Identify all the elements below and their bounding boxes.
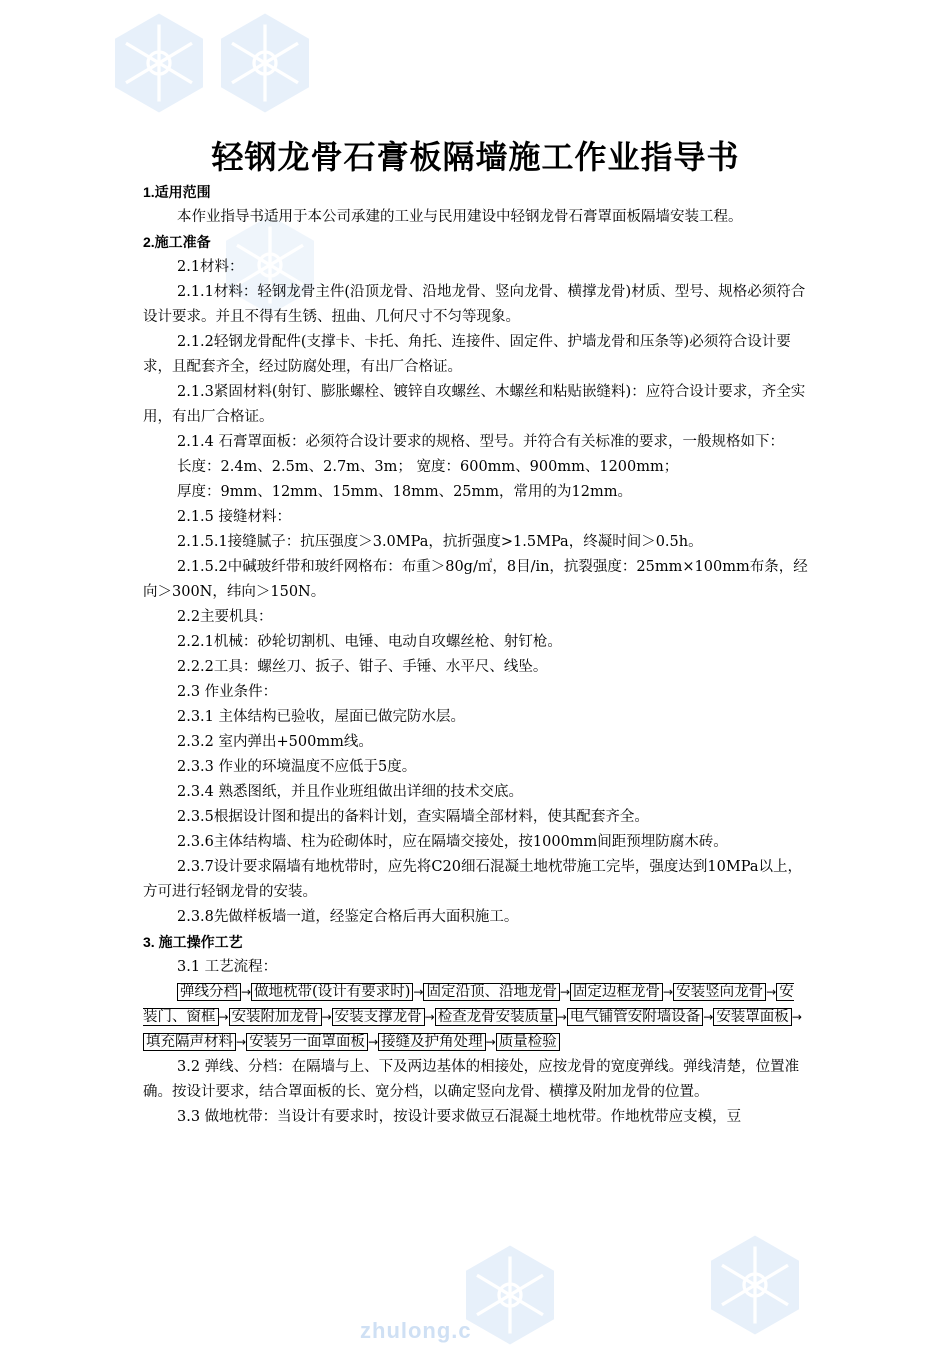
arrow-right-icon: →: [766, 985, 777, 999]
flow-step: 安装支撑龙骨: [332, 1008, 425, 1026]
flow-step: 弹线分档: [177, 983, 241, 1001]
document-line: 2.3.1 主体结构已验收，屋面已做完防水层。: [177, 709, 466, 725]
document-line: 2.1.3紧固材料(射钉、膨胀螺栓、镀锌自攻螺丝、木螺丝和粘贴嵌缝料)：应符合设计要求，齐全实用，有出厂合格证。: [143, 384, 806, 425]
flow-step: 安装另一面罩面板: [246, 1033, 368, 1051]
scope-paragraph: 本作业指导书适用于本公司承建的工业与民用建设中轻钢龙骨石膏罩面板隔墙安装工程。: [177, 209, 743, 225]
arrow-right-icon: →: [559, 985, 571, 999]
process-list: [143, 1055, 808, 1130]
flow-step: 填充隔声材料: [143, 1033, 236, 1051]
document-title: 轻钢龙骨石膏板隔墙施工作业指导书: [211, 139, 740, 175]
section-heading-scope: 1.适用范围: [143, 184, 211, 200]
document-line: 2.2主要机具：: [177, 609, 273, 625]
flow-step: 安装门、窗框: [143, 984, 794, 1025]
document-line: 2.3.5根据设计图和提出的备料计划，查实隔墙全部材料，使其配套齐全。: [177, 809, 649, 825]
document-line: 2.1.2轻钢龙骨配件(支撑卡、卡托、角托、连接件、固定件、护墙龙骨和压条等)必须符合设计要求，且配套齐全，经过防腐处理，有出厂合格证。: [143, 334, 791, 375]
document-line: 2.3.7设计要求隔墙有地枕带时，应先将C20细石混凝土地枕带施工完毕，强度达到10MPa以上，方可进行轻钢龙骨的安装。: [143, 859, 802, 900]
document-line: 2.1材料：: [177, 259, 244, 275]
flow-step: 质量检验: [496, 1033, 560, 1051]
flow-step: 做地枕带(设计有要求时): [251, 983, 413, 1001]
preparation-list: [143, 255, 808, 930]
arrow-right-icon: →: [791, 1010, 802, 1024]
section-heading-preparation: 2.施工准备: [143, 234, 211, 250]
document-line: 2.3.8先做样板墙一道，经鉴定合格后再大面积施工。: [177, 909, 519, 925]
document-line: 2.2.2工具：螺丝刀、扳子、钳子、手锤、水平尺、线坠。: [177, 659, 548, 675]
arrow-right-icon: →: [424, 1010, 435, 1024]
flow-step: 接缝及护角处理: [378, 1033, 486, 1051]
arrow-right-icon: →: [218, 1010, 229, 1024]
document-line: 长度：2.4m、2.5m、2.7m、3m； 宽度：600mm、900mm、1200mm；: [177, 459, 679, 475]
arrow-right-icon: →: [321, 1010, 332, 1024]
arrow-right-icon: →: [663, 985, 674, 999]
flow-title: 3.1 工艺流程：: [177, 959, 278, 975]
flow-step: 固定沿顶、沿地龙骨: [423, 983, 560, 1001]
arrow-right-icon: →: [241, 985, 252, 999]
arrow-right-icon: →: [556, 1010, 567, 1024]
document-line: 2.1.5.1接缝腻子：抗压强度＞3.0MPa，抗折强度>1.5MPa，终凝时间＞0.5h。: [177, 534, 703, 550]
arrow-right-icon: →: [236, 1035, 247, 1049]
document-page: [143, 134, 808, 1130]
flow-step: 安装竖向龙骨: [673, 983, 766, 1001]
arrow-right-icon: →: [703, 1010, 714, 1024]
document-line: 2.1.4 石膏罩面板：必须符合设计要求的规格、型号。并符合有关标准的要求，一般规格如下：: [177, 434, 784, 450]
document-line: 2.1.1材料：轻钢龙骨主件(沿顶龙骨、沿地龙骨、竖向龙骨、横撑龙骨)材质、型号、规格必须符合设计要求。并且不得有生锈、扭曲、几何尺寸不匀等现象。: [143, 284, 806, 325]
flow-step: 安装附加龙骨: [229, 1008, 322, 1026]
snowflake-watermark-icon: [700, 1230, 810, 1340]
document-line: 2.1.5 接缝材料：: [177, 509, 292, 525]
flow-step: 固定边框龙骨: [570, 983, 663, 1001]
document-line: 2.1.5.2中碱玻纤带和玻纤网格布：布重＞80g/㎡，8目/in，抗裂强度：25mm×100mm布条，经向＞300N，纬向＞150N。: [143, 559, 808, 600]
document-line: 2.2.1机械：砂轮切割机、电锤、电动自攻螺丝枪、射钉枪。: [177, 634, 562, 650]
arrow-right-icon: →: [413, 985, 424, 999]
snowflake-watermark-icon: [104, 8, 214, 118]
document-line: 2.3.2 室内弹出+500mm线。: [177, 734, 373, 750]
document-line: 3.3 做地枕带：当设计有要求时，按设计要求做豆石混凝土地枕带。作地枕带应支模，豆: [177, 1109, 742, 1125]
flow-step: 安装罩面板: [713, 1008, 792, 1026]
flow-step: 检查龙骨安装质量: [435, 1008, 557, 1026]
document-line: 2.3.4 熟悉图纸，并且作业班组做出详细的技术交底。: [177, 784, 524, 800]
document-line: 厚度：9mm、12mm、15mm、18mm、25mm，常用的为12mm。: [177, 484, 632, 500]
document-line: 2.3.6主体结构墙、柱为砼砌体时，应在隔墙交接处，按1000mm间距预埋防腐木砖。: [177, 834, 728, 850]
snowflake-watermark-icon: [210, 8, 320, 118]
process-flow: [143, 980, 808, 1055]
arrow-right-icon: →: [485, 1035, 496, 1049]
section-heading-process: 3. 施工操作工艺: [143, 934, 243, 950]
document-line: 2.3.3 作业的环境温度不应低于5度。: [177, 759, 417, 775]
document-line: 3.2 弹线、分档：在隔墙与上、下及两边基体的相接处，应按龙骨的宽度弹线。弹线清楚，位置准确。按设计要求，结合罩面板的长、宽分档，以确定竖向龙骨、横撑及附加龙骨的位置。: [143, 1059, 800, 1100]
document-line: 2.3 作业条件：: [177, 684, 278, 700]
flow-step: 电气铺管安附墙设备: [567, 1008, 704, 1026]
arrow-right-icon: →: [368, 1035, 379, 1049]
watermark-text: zhulong.c: [360, 1318, 472, 1343]
